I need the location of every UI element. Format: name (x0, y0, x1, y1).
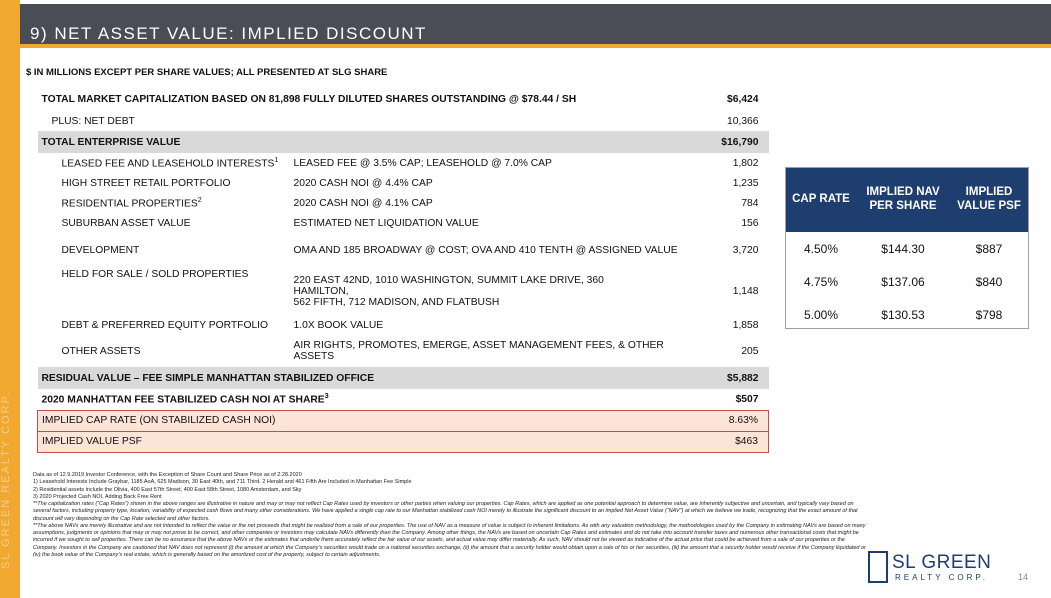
asset-basis: OMA AND 185 BROADWAY @ COST; OVA AND 410 TENTH @ ASSIGNED VALUE (293, 244, 678, 256)
table-row (38, 335, 769, 367)
implied-cap-value: 8.63% (686, 410, 769, 431)
cap-rate-sensitivity-box (785, 167, 1029, 329)
nav-cell: $144.30 (881, 241, 925, 256)
sensitivity-row (786, 265, 1028, 298)
net-debt-label: PLUS: NET DEBT (51, 115, 135, 127)
asset-value: 156 (741, 217, 759, 229)
psf-cell: $840 (975, 274, 1003, 289)
asset-value: 1,858 (732, 319, 759, 331)
table-row (38, 213, 769, 233)
footnote-cap-rate-disclaimer: **The capitalization rates (“Cap Rates”) shown in the above ranges are illustrative in nature and may or may not reflect Cap Rates used by investors or other parties when valuing our properties. Cap Rates, which are applied as one potential approach to determine value, are inherently subjective and uncertain, and typically vary based on several factors, including property type, location, variability of expected cash flows and many other considerations. We have applied a single cap rate to our Manhattan stabilized cash NOI merely to illustrate the significant discount to an implied Net Asset Value (“NAV”) at which we believe we trade, recognizing that the exact amount of that discount will vary depending on the Cap Rate selected and other factors. (33, 501, 858, 522)
asset-name: LEASED FEE AND LEASEHOLD INTERESTS$^1$ (61, 156, 279, 170)
asset-value: 1,235 (732, 177, 759, 189)
table-row-noi (38, 389, 769, 410)
implied-psf-value: $463 (686, 431, 769, 452)
asset-basis: 1.0X BOOK VALUE (293, 319, 384, 331)
asset-basis: AIR RIGHTS, PROMOTES, EMERGE, ASSET MANAGEMENT FEES, & OTHER ASSETS (293, 340, 664, 362)
asset-name: DEBT & PREFERRED EQUITY PORTFOLIO (61, 319, 269, 331)
total-ev-label: TOTAL ENTERPRISE VALUE (38, 131, 686, 153)
sensitivity-header-row (786, 168, 1028, 232)
table-row-market-cap (38, 88, 769, 111)
table-row-implied-cap-rate (38, 410, 769, 431)
residual-label: RESIDUAL VALUE – FEE SIMPLE MANHATTAN STABILIZED OFFICE (38, 367, 686, 389)
page-number: 14 (1018, 572, 1029, 582)
cap-rate-cell: 4.75% (803, 274, 839, 289)
table-row-implied-value-psf (38, 431, 769, 452)
footnote-2: 2) Residential assets include the Olivia, 400 East 57th Street, 400 East 58th Street, 1080 Amsterdam, and Sky (33, 486, 302, 493)
header-implied-psf: IMPLIED VALUE PSF (950, 168, 1028, 232)
units-subtitle: $ IN MILLIONS EXCEPT PER SHARE VALUES; ALL PRESENTED AT SLG SHARE (26, 67, 388, 78)
nav-valuation-table (37, 88, 769, 453)
asset-name: HELD FOR SALE / SOLD PROPERTIES (61, 269, 249, 280)
cap-rate-sensitivity-table (786, 168, 1028, 331)
nav-cell: $130.53 (881, 307, 925, 322)
logo-name: SL GREEN (892, 552, 992, 573)
table-row (38, 153, 769, 173)
asset-basis: ESTIMATED NET LIQUIDATION VALUE (293, 217, 479, 229)
table-row-residual-value (38, 367, 769, 389)
nav-cell: $137.06 (881, 274, 925, 289)
implied-cap-label: IMPLIED CAP RATE (ON STABILIZED CASH NOI) (38, 410, 686, 431)
asset-basis: 2020 CASH NOI @ 4.4% CAP (293, 177, 433, 189)
asset-value: 1,148 (732, 285, 759, 297)
asset-basis: 2020 CASH NOI @ 4.1% CAP (293, 197, 433, 209)
residual-value: $5,882 (686, 367, 769, 389)
market-cap-label: TOTAL MARKET CAPITALIZATION BASED ON 81,898 FULLY DILUTED SHARES OUTSTANDING @ $78.44 / SH (41, 94, 577, 105)
sensitivity-row (786, 232, 1028, 265)
page-title: 9) NET ASSET VALUE: IMPLIED DISCOUNT (30, 24, 427, 43)
sl-green-logo (868, 551, 998, 585)
asset-name: DEVELOPMENT (61, 244, 140, 256)
implied-psf-label: IMPLIED VALUE PSF (38, 431, 686, 452)
sensitivity-row (786, 298, 1028, 331)
header-implied-nav: IMPLIED NAV PER SHARE (856, 168, 950, 232)
asset-value: 1,802 (732, 157, 759, 169)
noi-label: 2020 MANHATTAN FEE STABILIZED CASH NOI AT SHARE$^3$ (41, 393, 329, 406)
logo-corp: REALTY CORP. (895, 573, 988, 582)
header-cap-rate: CAP RATE (786, 168, 856, 232)
table-row (38, 173, 769, 193)
asset-value: 784 (741, 197, 759, 209)
asset-name: SUBURBAN ASSET VALUE (61, 217, 191, 229)
table-row (38, 315, 769, 335)
asset-value: 3,720 (732, 244, 759, 256)
asset-basis: 220 EAST 42ND, 1010 WASHINGTON, SUMMIT LAKE DRIVE, 360 HAMILTON, 562 FIFTH, 712 MADISON, AND FLATBUSH (293, 274, 604, 308)
market-cap-value: $6,424 (727, 94, 759, 105)
table-row (38, 233, 769, 267)
total-ev-value: $16,790 (686, 131, 769, 153)
table-row (38, 193, 769, 213)
asset-name: OTHER ASSETS (61, 345, 141, 357)
psf-cell: $887 (975, 241, 1003, 256)
asset-name: HIGH STREET RETAIL PORTFOLIO (61, 177, 231, 189)
psf-cell: $798 (975, 307, 1003, 322)
footnotes (33, 472, 871, 559)
table-row-total-ev (38, 131, 769, 153)
asset-basis: LEASED FEE @ 3.5% CAP; LEASEHOLD @ 7.0% CAP (293, 157, 552, 169)
table-row-net-debt (38, 111, 769, 131)
table-row (38, 267, 769, 315)
footnote-data-source: Data as of 12.9.2019 Investor Conference, with the Exception of Share Count and Share Price as of 2.28.2020 (33, 472, 302, 478)
footnote-1: 1) Leasehold Interests Include Graybar, 1185 AoA, 625 Madison, 30 East 40th, and 711 Third. 2 Herald and 461 Fifth Are Included in Manhattan Fee Simple (33, 479, 412, 486)
sidebar-company-name: SL GREEN REALTY CORP. (0, 390, 12, 570)
asset-value: 205 (741, 345, 759, 357)
footnote-nav-disclaimer: **The above NAVs are merely illustrative and are not intended to reflect the value or the net proceeds that might be realized from a sale of our properties. The use of NAV as a measure of value is subject to inherent limitations. As with any valuation methodology, the methodologies used by the Company in estimating NAVs are based on many assumptions, judgments or opinions that may or may not prove to be correct, and other companies or investors may calculate NAVs differently than the Company. Among other things, the NAVs are based on uncertain Cap Rates and estimates and do not take into account transfer taxes and numerous other transactional costs that might be incurred if we sought to sell properties. There can be no assurance that the above NAVs or the estimates that underlie them accurately reflect the fair value of our assets, and actual value may differ materially. As such, NAV should not be viewed as indicative of the actual price that could be achieved from a sale of our properties or the Company. Investors in the Company are cautioned that NAV does not represent (i) the amount at which the Company’s securities would trade on a national securities exchange, (ii) the amount that a security holder would obtain upon a sale of his or her securities, (iii) the amount that a security holder would receive if the Company liquidated or (iv) the book value of the Company’s real estate, which is generally based on the amortized cost of the property, subject to certain adjustments. (33, 522, 866, 558)
net-debt-value: 10,366 (727, 115, 759, 127)
logo-mark-icon (868, 551, 888, 583)
asset-name: RESIDENTIAL PROPERTIES$^2$ (61, 196, 202, 210)
title-bar (20, 4, 1051, 48)
cap-rate-cell: 4.50% (803, 241, 839, 256)
cap-rate-cell: 5.00% (803, 307, 839, 322)
footnote-3: 3) 2020 Projected Cash NOI, Adding Back Free Rent (33, 493, 162, 500)
noi-value: $507 (735, 393, 759, 405)
